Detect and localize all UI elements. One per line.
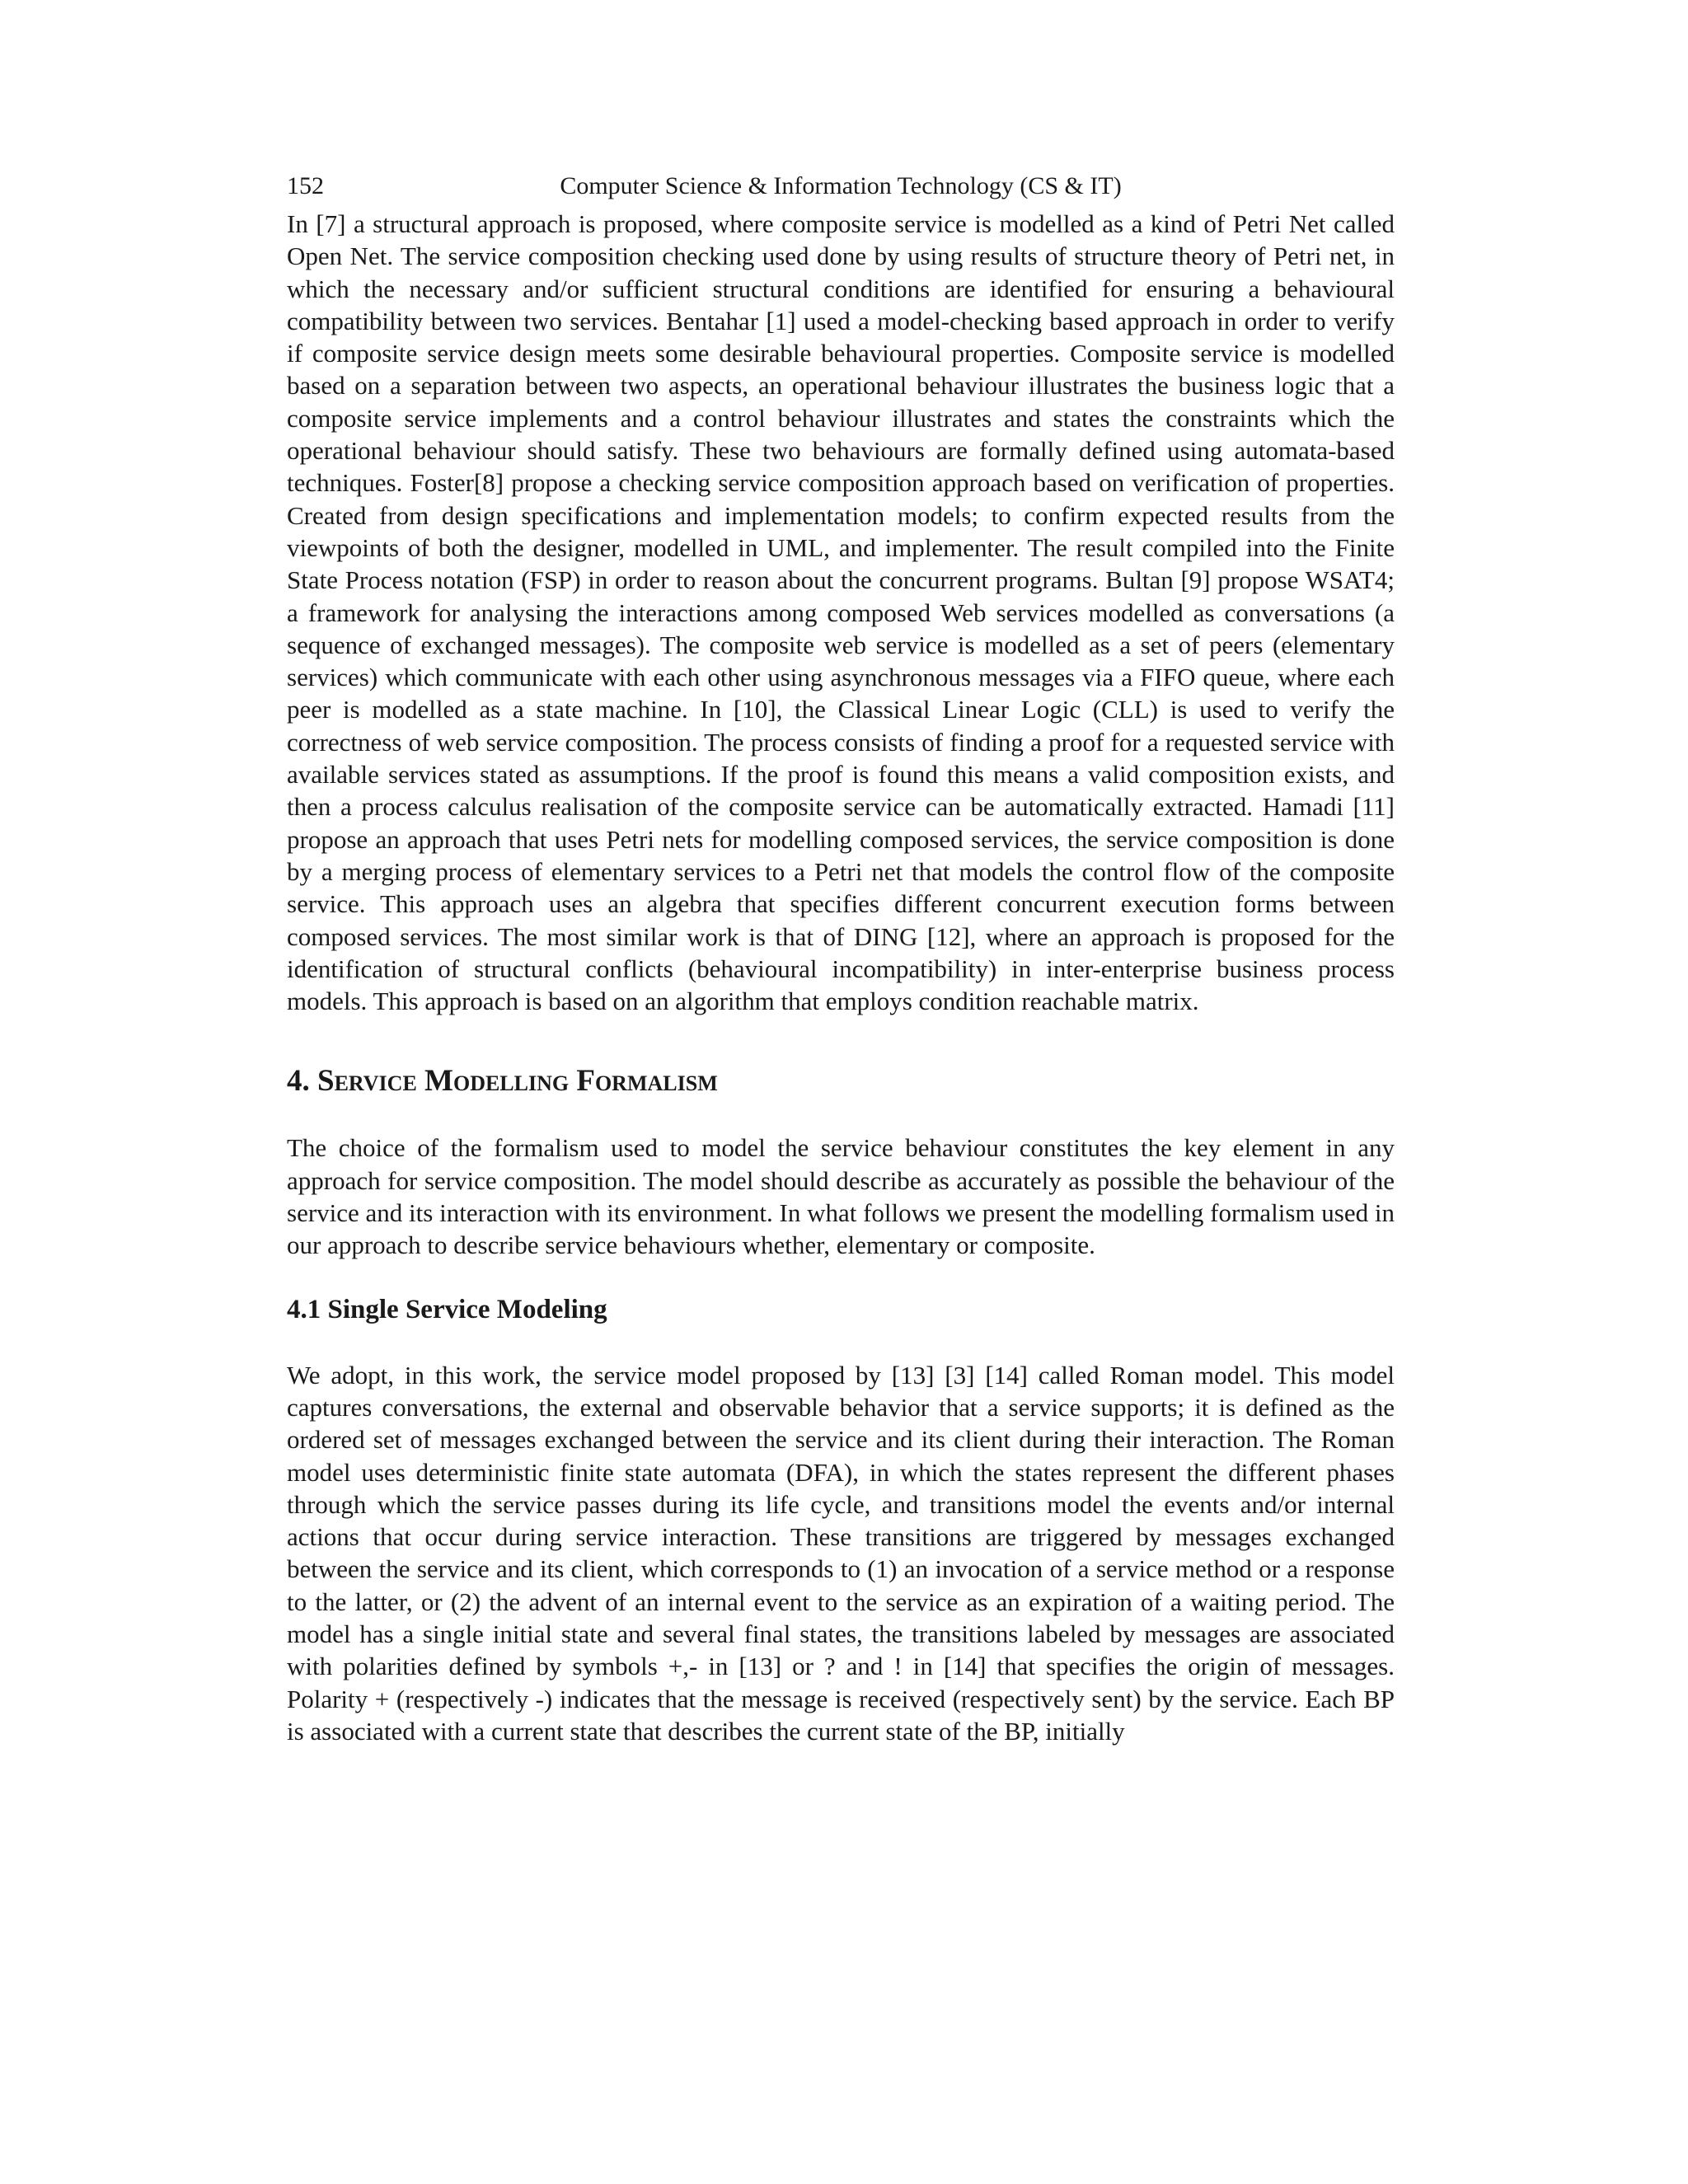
page-number: 152 (287, 172, 324, 199)
section-title: Service Modelling Formalism (317, 1064, 718, 1099)
section-number: 4. (287, 1064, 310, 1099)
section-heading (287, 1063, 1395, 1099)
running-head (287, 165, 1395, 208)
related-work-paragraph: In [7] a structural approach is proposed, where composite service is modelled as a kind of Petri Net called Open Net. The service composition checking used done by using results of structure theory of Petri net, in which the necessary and/or sufficient structural conditions are identified for ensuring a behavioural compatibility between two services. Bentahar [1] used a model-checking based approach in order to verify if composite service design meets some desirable behavioural properties. Composite service is modelled based on a separation between two aspects, an operational behaviour illustrates the business logic that a composite service implements and a control behaviour illustrates and states the constraints which the operational behaviour should satisfy. These two behaviours are formally defined using automata-based techniques. Foster[8] propose a checking service composition approach based on verification of properties. Created from design specifications and implementation models; to confirm expected results from the viewpoints of both the designer, modelled in UML, and implementer. The result compiled into the Finite State Process notation (FSP) in order to reason about the concurrent programs. Bultan [9] propose WSAT4; a framework for analysing the interactions among composed Web services modelled as conversations (a sequence of exchanged messages). The composite web service is modelled as a set of peers (elementary services) which communicate with each other using asynchronous messages via a FIFO queue, where each peer is modelled as a state machine. In [10], the Classical Linear Logic (CLL) is used to verify the correctness of web service composition. The process consists of finding a proof for a requested service with available services stated as assumptions. If the proof is found this means a valid composition exists, and then a process calculus realisation of the composite service can be automatically extracted. Hamadi [11] propose an approach that uses Petri nets for modelling composed services, the service composition is done by a merging process of elementary services to a Petri net that models the control flow of the composite service. This approach uses an algebra that specifies different concurrent execution forms between composed services. The most similar work is that of DING [12], where an approach is proposed for the identification of structural conflicts (behavioural incompatibility) in inter-enterprise business process models. This approach is based on an algorithm that employs condition reachable matrix. (287, 209, 1395, 1016)
subsection-heading: 4.1 Single Service Modeling (287, 1294, 607, 1324)
journal-title: Computer Science & Information Technology (CS & IT) (560, 172, 1122, 199)
page (287, 165, 1395, 1747)
section-paragraph: The choice of the formalism used to model the service behaviour constitutes the key element in any approach for service composition. The model should describe as accurately as possible the behaviour of the service and its interaction with its environment. In what follows we present the modelling formalism used in our approach to describe service behaviours whether, elementary or composite. (287, 1133, 1395, 1260)
subsection-paragraph: We adopt, in this work, the service model proposed by [13] [3] [14] called Roman model. This model captures conversations, the external and observable behavior that a service supports; it is defined as the ordered set of messages exchanged between the service and its client during their interaction. The Roman model uses deterministic finite state automata (DFA), in which the states represent the different phases through which the service passes during its life cycle, and transitions model the events and/or internal actions that occur during service interaction. These transitions are triggered by messages exchanged between the service and its client, which corresponds to (1) an invocation of a service method or a response to the latter, or (2) the advent of an internal event to the service as an expiration of a waiting period. The model has a single initial state and several final states, the transitions labeled by messages are associated with polarities defined by symbols +,- in [13] or ? and ! in [14] that specifies the origin of messages. Polarity + (respectively -) indicates that the message is received (respectively sent) by the service. Each BP is associated with a current state that describes the current state of the BP, initially (287, 1360, 1395, 1746)
